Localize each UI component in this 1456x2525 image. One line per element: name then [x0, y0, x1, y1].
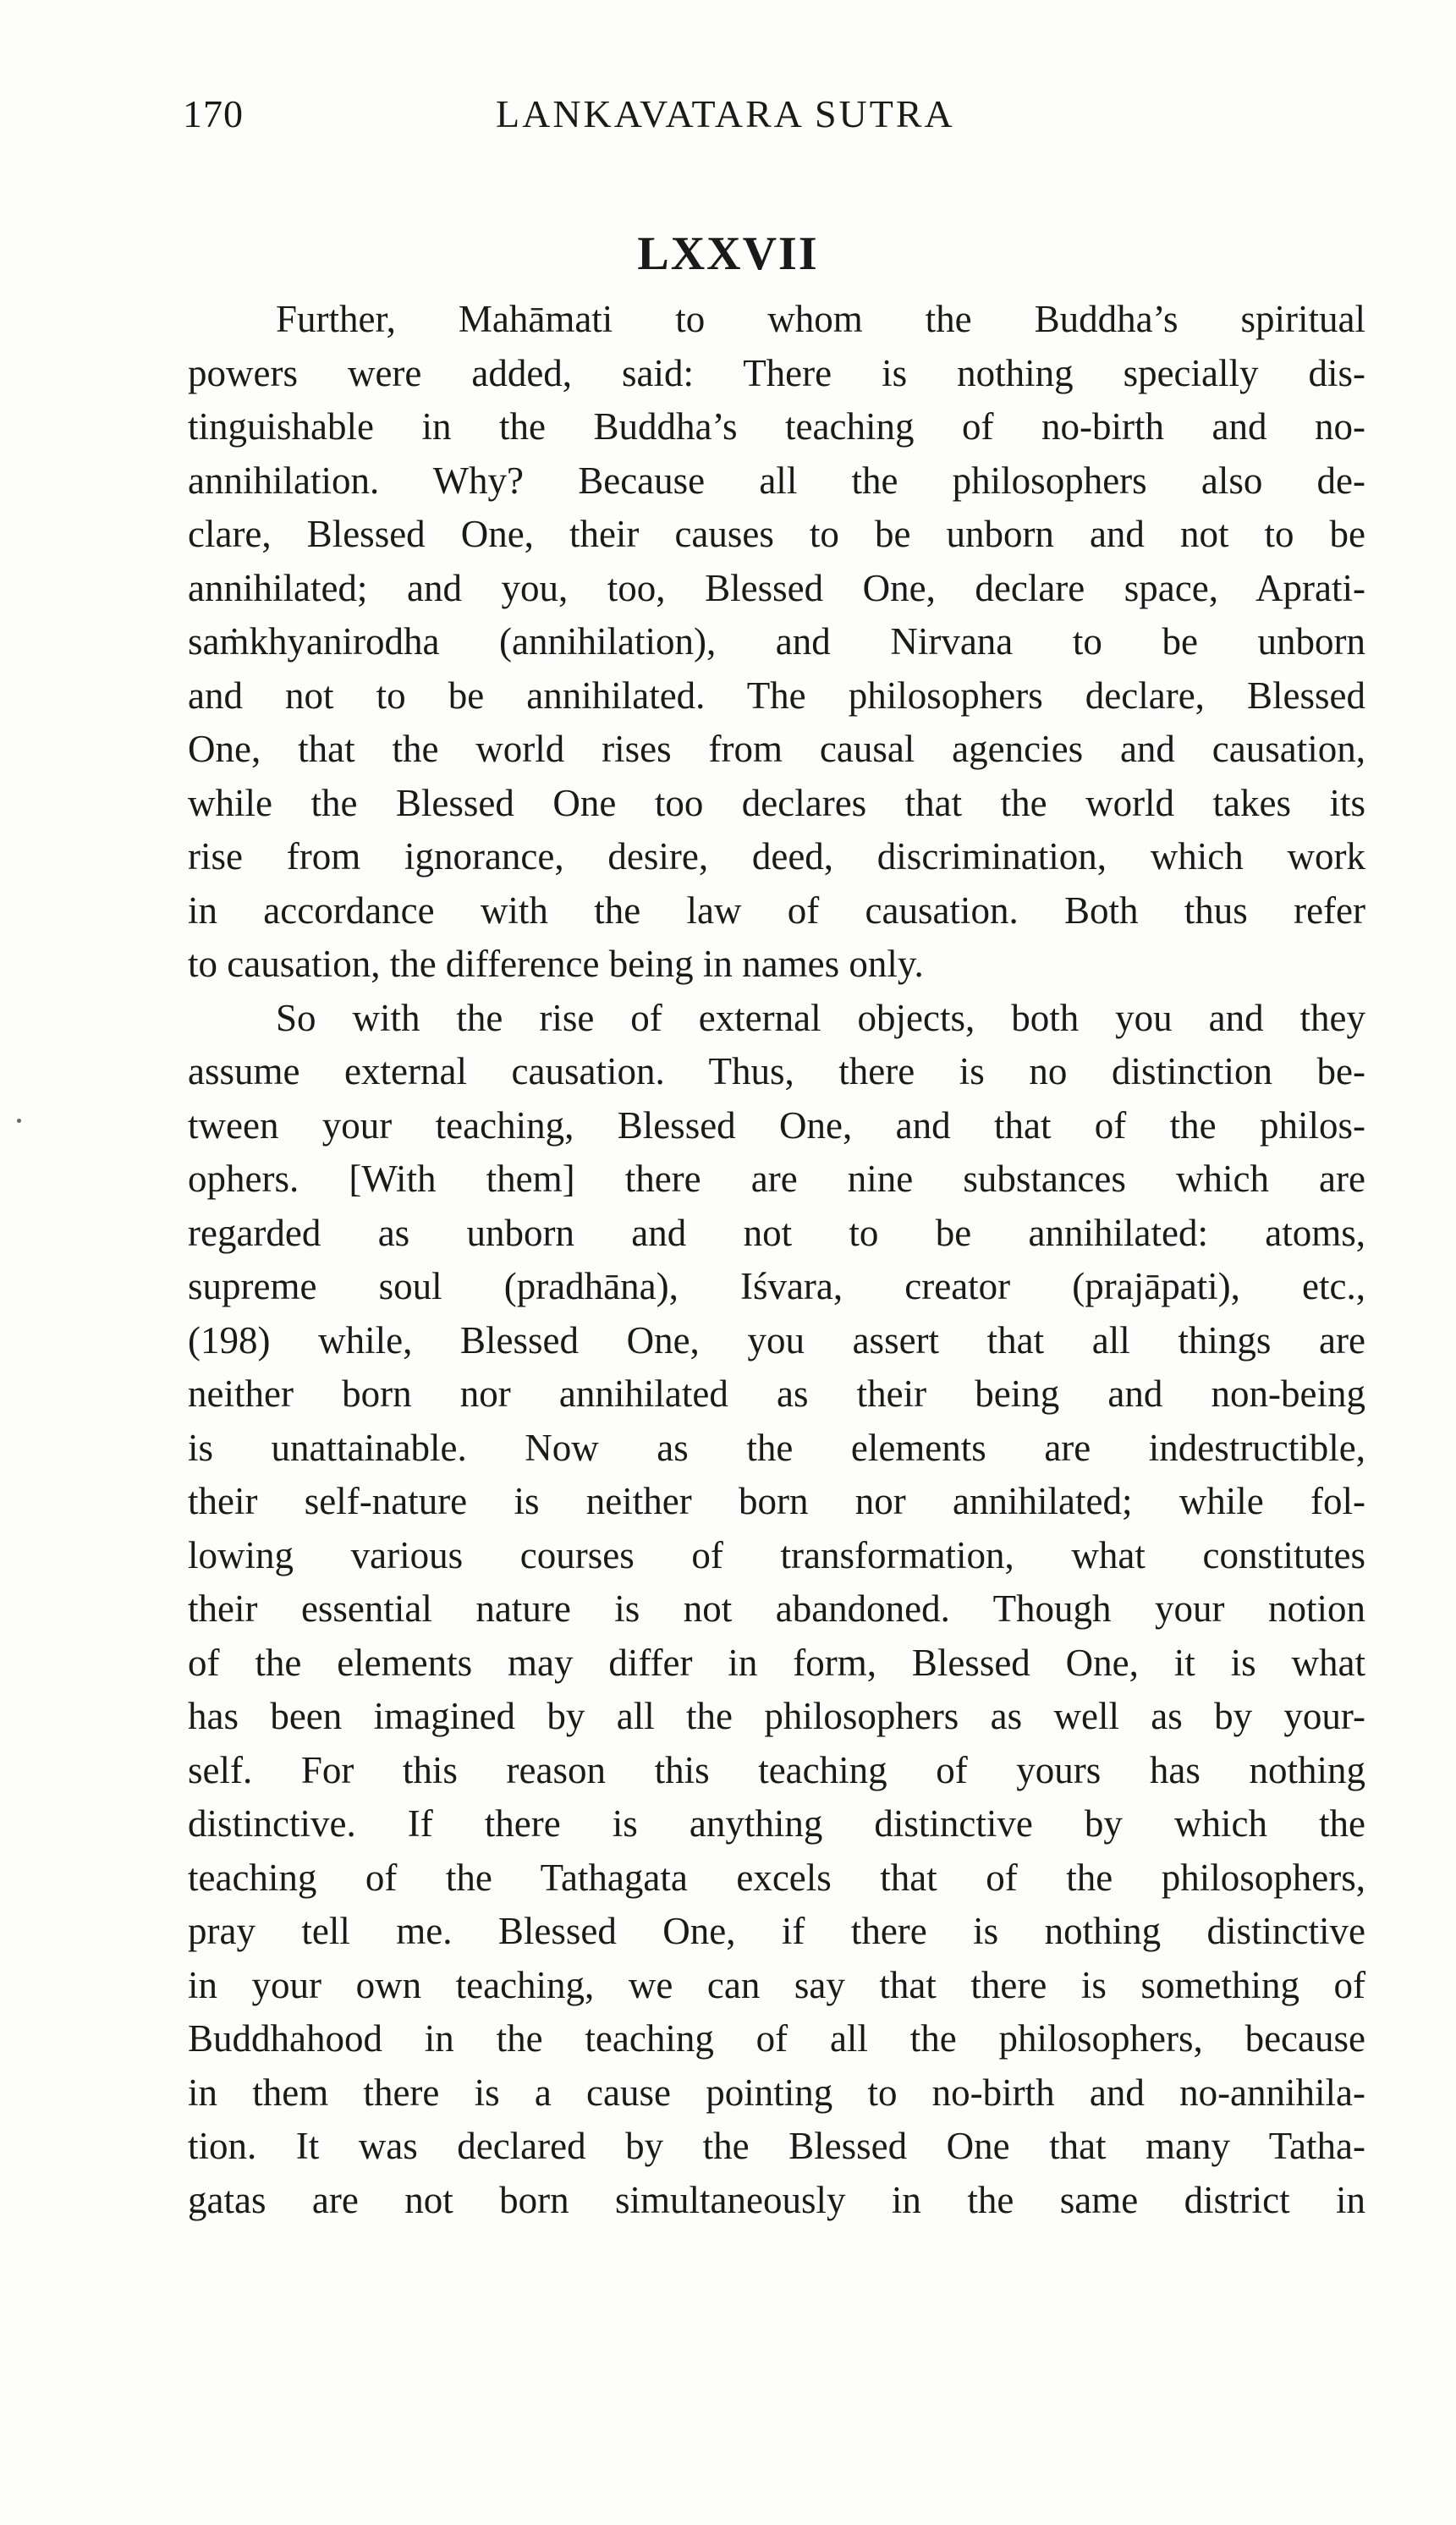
text-line: their self-nature is neither born nor annihilated; while fol-	[188, 1480, 1365, 1522]
body-text	[188, 293, 1365, 2227]
chapter-heading: LXXVII	[637, 228, 819, 280]
text-line: to causation, the difference being in names only.	[188, 943, 924, 985]
text-line: pray tell me. Blessed One, if there is nothing distinctive	[188, 1910, 1365, 1952]
text-line: lowing various courses of transformation, what constitutes	[188, 1533, 1365, 1576]
text-line: in your own teaching, we can say that there is something of	[188, 1963, 1365, 2006]
margin-speck	[17, 1119, 21, 1123]
text-line: tween your teaching, Blessed One, and that of the philos-	[188, 1103, 1365, 1147]
text-line: annihilation. Why? Because all the philosophers also de-	[188, 459, 1365, 502]
text-line: is unattainable. Now as the elements are indestructible,	[188, 1426, 1365, 1469]
text-line: Buddhahood in the teaching of all the philosophers, because	[188, 2017, 1365, 2060]
text-line: teaching of the Tathagata excels that of the philosophers,	[188, 1856, 1365, 1899]
page-number: 170	[183, 92, 244, 135]
text-line: while the Blessed One too declares that the world takes its	[188, 781, 1365, 824]
text-line: Further, Mahāmati to whom the Buddha’s spiritual	[276, 298, 1365, 340]
text-line: ophers. [With them] there are nine substances which are	[188, 1158, 1365, 1200]
text-line: in accordance with the law of causation. Both thus refer	[188, 888, 1365, 932]
text-line: tion. It was declared by the Blessed One that many Tatha-	[188, 2125, 1365, 2167]
text-line: their essential nature is not abandoned. Though your notion	[188, 1587, 1365, 1630]
text-line: neither born nor annihilated as their being and non-being	[188, 1373, 1365, 1415]
text-line: assume external causation. Thus, there is no distinction be-	[188, 1050, 1365, 1092]
text-line: tinguishable in the Buddha’s teaching of no-birth and no-	[188, 405, 1365, 448]
book-title: LANKAVATARA SUTRA	[496, 92, 955, 135]
text-line: One, that the world rises from causal agencies and causation,	[188, 728, 1365, 770]
text-line: regarded as unborn and not to be annihilated: atoms,	[188, 1211, 1365, 1254]
text-line: rise from ignorance, desire, deed, discrimination, which work	[188, 835, 1365, 877]
text-line: and not to be annihilated. The philosophers declare, Blessed	[188, 674, 1365, 717]
text-line: annihilated; and you, too, Blessed One, declare space, Aprati-	[188, 566, 1365, 609]
text-line: has been imagined by all the philosophers as well as by your-	[188, 1695, 1365, 1737]
text-line: saṁkhyanirodha (annihilation), and Nirvana to be unborn	[188, 620, 1365, 663]
text-line: supreme soul (pradhāna), Iśvara, creator (prajāpati), etc.,	[188, 1265, 1365, 1307]
text-line: (198) while, Blessed One, you assert that all things are	[188, 1318, 1365, 1362]
running-head	[183, 91, 1384, 151]
text-line: clare, Blessed One, their causes to be unborn and not to be	[188, 513, 1365, 555]
text-line: gatas are not born simultaneously in the same district in	[188, 2178, 1365, 2221]
text-line: in them there is a cause pointing to no-birth and no-annihila-	[188, 2071, 1365, 2114]
text-line: self. For this reason this teaching of yours has nothing	[188, 1748, 1365, 1791]
text-line: of the elements may differ in form, Blessed One, it is what	[188, 1641, 1365, 1684]
text-line: powers were added, said: There is nothing specially dis-	[188, 351, 1365, 394]
text-line: So with the rise of external objects, both you and they	[276, 996, 1365, 1039]
text-line: distinctive. If there is anything distinctive by which the	[188, 1802, 1365, 1845]
